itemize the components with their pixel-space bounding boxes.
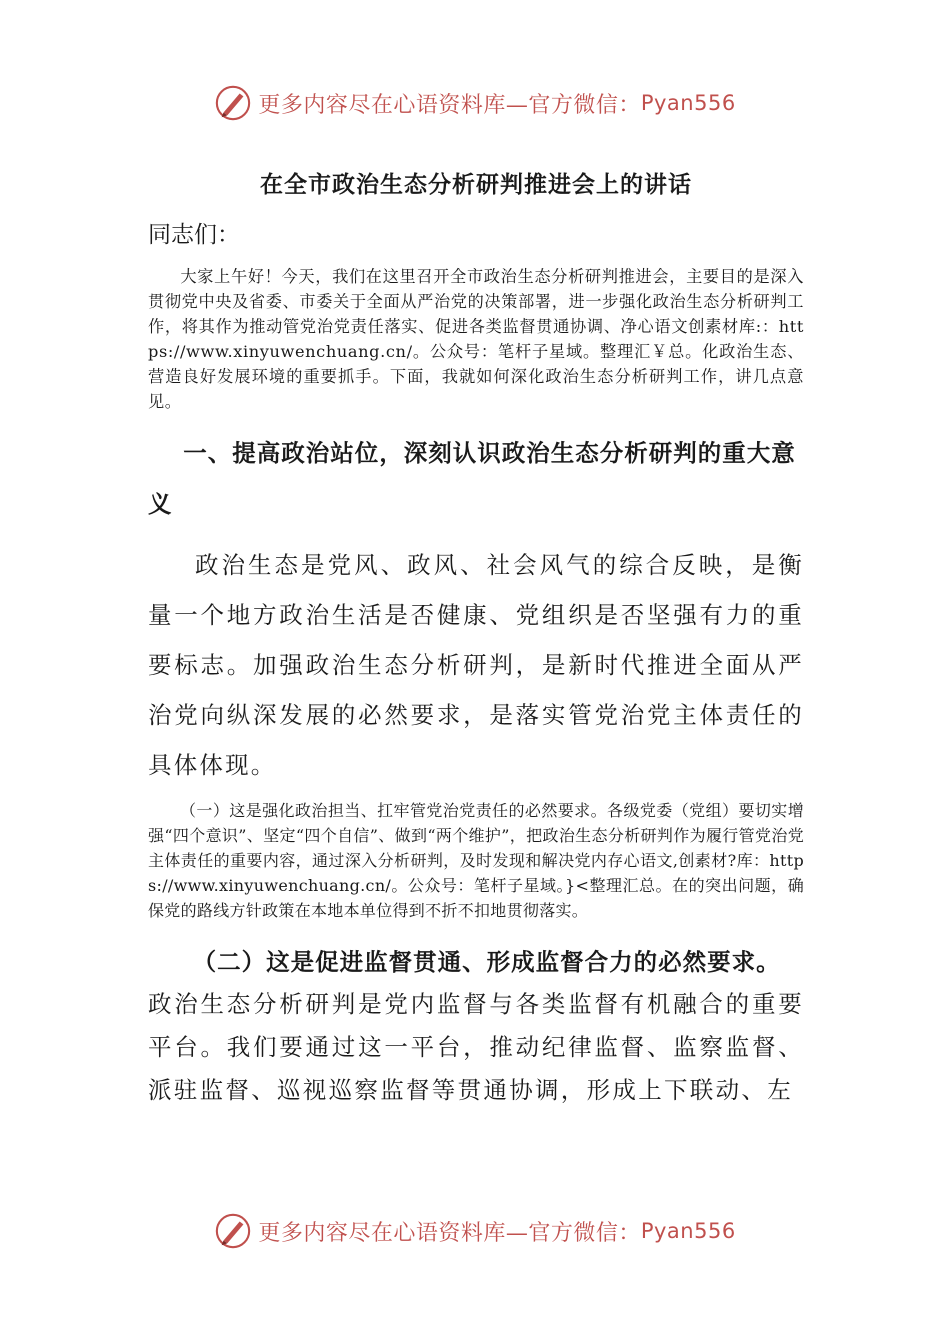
paragraph-subsection-1: （一）这是强化政治担当、扛牢管党治党责任的必然要求。各级党委（党组）要切实增强“四个意识”、坚定“四个自信”、做到“两个维护”，把政治生态分析研判作为履行管党治党主体责任的重要内容，通过深入分析研判，及时发现和解决党内存心语文,创素材?库：https://www.xinyuwenchuang.cn/。公众号：笔杆子星域。}<整理汇总。在的突出问题，确保党的路线方针政策在本地本单位得到不折不扣地贯彻落实。 [148, 801, 804, 920]
pen-logo-icon [214, 1212, 252, 1250]
header-banner [0, 80, 950, 126]
document-body [148, 168, 804, 1112]
banner-wechat-id: Pyan556 [640, 91, 736, 115]
footer-banner [0, 1208, 950, 1254]
pen-logo-icon [214, 84, 252, 122]
section-heading-1: 一、提高政治站位，深刻认识政治生态分析研判的重大意义 [148, 439, 796, 518]
document-title: 在全市政治生态分析研判推进会上的讲话 [260, 171, 692, 198]
paragraph-political-ecology: 政治生态是党风、政风、社会风气的综合反映，是衡量一个地方政治生活是否健康、党组织是否坚强有力的重要标志。加强政治生态分析研判，是新时代推进全面从严治党向纵深发展的必然要求，是落实管党治党主体责任的具体体现。 [148, 551, 804, 779]
paragraph-supervision: 政治生态分析研判是党内监督与各类监督有机融合的重要平台。我们要通过这一平台，推动纪律监督、监察监督、派驻监督、巡视巡察监督等贯通协调，形成上下联动、左 [148, 990, 804, 1104]
banner-wechat-id: Pyan556 [640, 1219, 736, 1243]
intro-paragraph: 大家上午好！今天，我们在这里召开全市政治生态分析研判推进会，主要目的是深入贯彻党中央及省委、市委关于全面从严治党的决策部署，进一步强化政治生态分析研判工作，将其作为推动管党治党责任落实、促进各类监督贯通协调、净心语文创素材库:：https://www.xinyuwenchuang.cn/。公众号：笔杆子星域。整理汇￥总。化政治生态、营造良好发展环境的重要抓手。下面，我就如何深化政治生态分析研判工作，讲几点意见。 [148, 267, 804, 411]
banner-text: 更多内容尽在心语资料库—官方微信： [258, 1220, 641, 1246]
subsection-heading-2: （二）这是促进监督贯通、形成监督合力的必然要求。 [192, 948, 781, 976]
banner-text: 更多内容尽在心语资料库—官方微信： [258, 92, 641, 118]
salutation: 同志们： [148, 222, 240, 248]
